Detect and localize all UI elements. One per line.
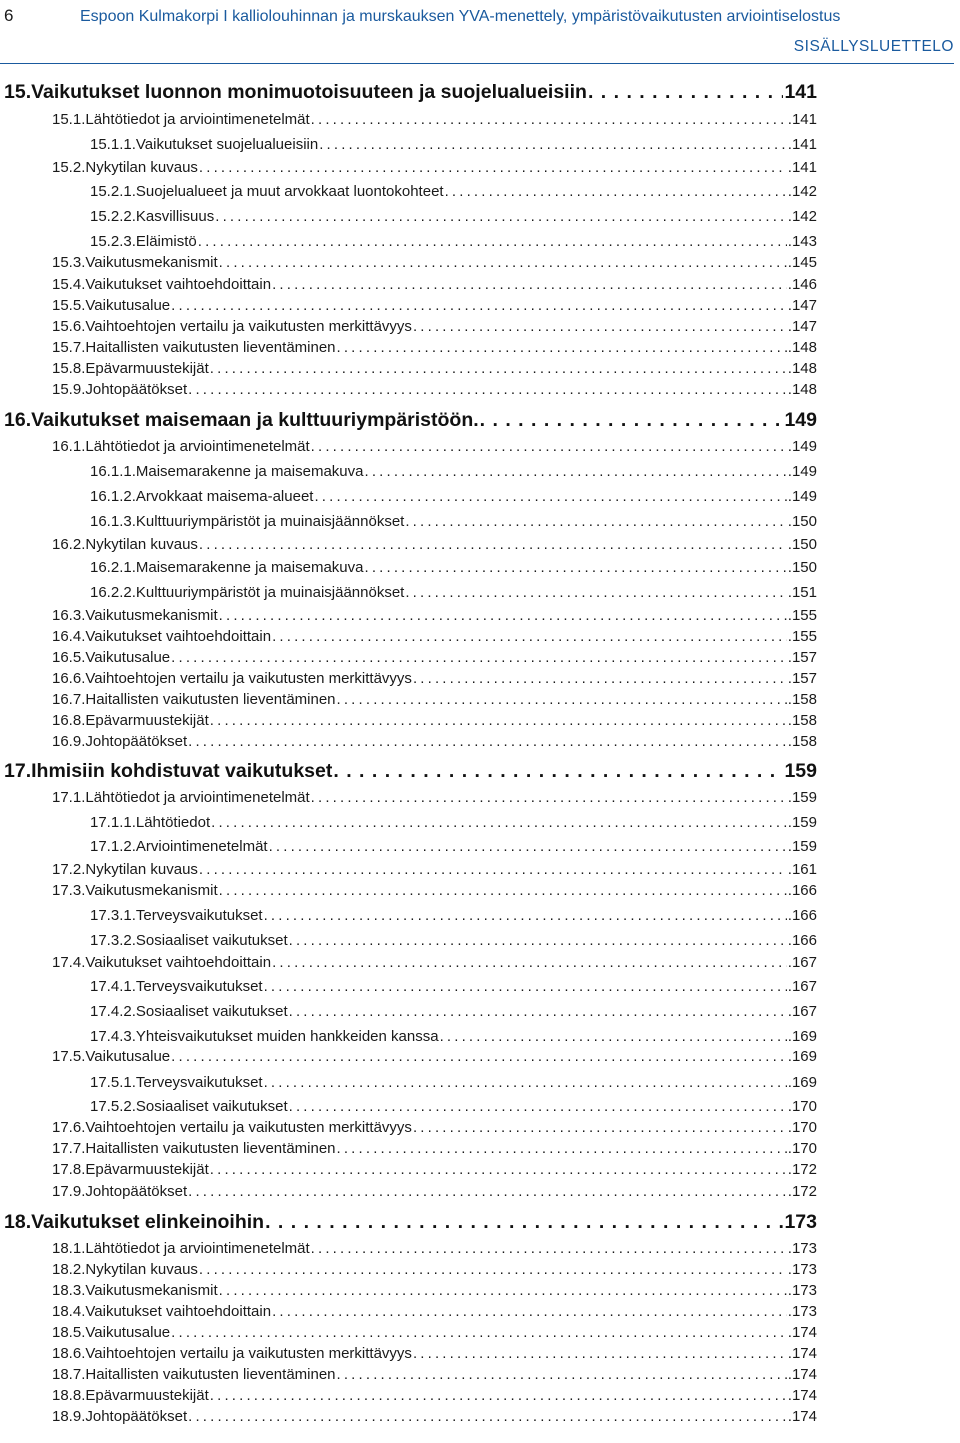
toc-entry-chapter[interactable] (4, 81, 817, 104)
toc-entry-subsection[interactable] (90, 838, 817, 855)
toc-entry-page: .174 (787, 1324, 817, 1341)
toc-entry-number: 18.8. (52, 1387, 86, 1404)
dot-leader (211, 814, 787, 831)
toc-entry-page: .148 (787, 339, 817, 356)
toc-entry-page: .167 (787, 954, 817, 971)
toc-entry-page: .142 (787, 183, 817, 200)
toc-entry-page: .147 (787, 297, 817, 314)
toc-entry-page: .158 (787, 691, 817, 708)
toc-entry-page: .173 (787, 1282, 817, 1299)
dot-leader (272, 954, 787, 971)
toc-entry-number: 15.1.1. (90, 136, 136, 153)
toc-entry-number: 16.7. (52, 691, 86, 708)
toc-entry-title: Epävarmuustekijät (85, 360, 209, 377)
toc-entry-page: 159 (784, 760, 817, 782)
toc-entry-subsection[interactable] (90, 513, 817, 530)
dot-leader (337, 691, 787, 708)
toc-entry-page: .151 (787, 584, 817, 601)
toc-entry-title: Lähtötiedot (135, 814, 211, 831)
toc-entry-page: .150 (787, 559, 817, 576)
toc-entry-section[interactable] (52, 861, 817, 878)
toc-entry-number: 17.2. (52, 861, 86, 878)
toc-entry-title: Lähtötiedot ja arviointimenetelmät (85, 111, 310, 128)
toc-entry-subsection[interactable] (90, 1098, 817, 1115)
toc-entry-page: .166 (787, 882, 817, 899)
toc-entry-subsection[interactable] (90, 233, 817, 250)
dot-leader (171, 1048, 787, 1065)
toc-entry-section[interactable] (52, 536, 817, 553)
toc-entry-page: .172 (787, 1183, 817, 1200)
toc-entry-page: .169 (787, 1048, 817, 1065)
toc-entry-page: .173 (787, 1261, 817, 1278)
toc-entry-number: 17.4. (52, 954, 86, 971)
toc-entry-number: 15.6. (52, 318, 86, 335)
toc-entry-number: 15.2.3. (90, 233, 136, 250)
toc-entry-title: Johtopäätökset (85, 1408, 188, 1425)
toc-entry-number: 18.4. (52, 1303, 86, 1320)
toc-entry-page: .173 (787, 1240, 817, 1257)
toc-entry-subsection[interactable] (90, 1074, 817, 1091)
toc-entry-number: 16.4. (52, 628, 86, 645)
toc-entry-title: Vaikutusalue (85, 1324, 171, 1341)
toc-entry-page: .141 (787, 111, 817, 128)
toc-entry-page: .149 (787, 463, 817, 480)
toc-entry-title: Vaikutukset vaihtoehdoittain (85, 1303, 272, 1320)
document-subtitle: ympäristövaikutusten arviointiselostus (567, 8, 841, 25)
toc-entry-page: .149 (787, 438, 817, 455)
toc-entry-section[interactable] (52, 381, 817, 398)
toc-entry-title: Sosiaaliset vaikutukset (135, 932, 288, 949)
toc-entry-number: 18.3. (52, 1282, 86, 1299)
toc-entry-title: Kulttuuriympäristöt ja muinaisjäännökset (135, 584, 405, 601)
toc-entry-page: .141 (787, 136, 817, 153)
toc-entry-number: 15. (4, 81, 32, 103)
toc-entry-title: Terveysvaikutukset (135, 907, 263, 924)
toc-entry-number: 18. (4, 1211, 32, 1233)
toc-entry-title: Nykytilan kuvaus (85, 1261, 198, 1278)
toc-entry-title: Haitallisten vaikutusten lieventäminen (85, 1366, 336, 1383)
toc-entry-title: Vaikutukset elinkeinoihin (31, 1211, 265, 1233)
toc-entry-section[interactable] (52, 1345, 817, 1362)
toc-entry-number: 16.1.1. (90, 463, 136, 480)
toc-entry-number: 17.5.2. (90, 1098, 136, 1115)
toc-entry-page: .159 (787, 789, 817, 806)
toc-entry-title: Vaikutukset luonnon monimuotoisuuteen ja suojelualueisiin (31, 81, 587, 103)
toc-entry-section[interactable] (52, 1140, 817, 1157)
dot-leader (199, 1261, 787, 1278)
toc-entry-subsection[interactable] (90, 559, 817, 576)
dot-leader (314, 488, 786, 505)
toc-entry-number: 18.2. (52, 1261, 86, 1278)
toc-entry-number: 17.1.1. (90, 814, 136, 831)
toc-entry-section[interactable] (52, 1119, 817, 1136)
toc-entry-page: .174 (787, 1366, 817, 1383)
toc-entry-title: Vaikutukset suojelualueisiin (135, 136, 319, 153)
toc-entry-number: 17.6. (52, 1119, 86, 1136)
toc-entry-title: Vaihtoehtojen vertailu ja vaikutusten merkittävyys (85, 1119, 412, 1136)
page-header (4, 4, 954, 55)
toc-entry-section[interactable] (52, 318, 817, 335)
toc-entry-page: .147 (787, 318, 817, 335)
dot-leader (272, 1303, 787, 1320)
dot-leader (337, 1366, 787, 1383)
dot-leader (445, 183, 787, 200)
toc-entry-section[interactable] (52, 1240, 817, 1257)
toc-entry-title: Ihmisiin kohdistuvat vaikutukset (31, 760, 333, 782)
toc-entry-number: 16.9. (52, 733, 86, 750)
dot-leader (289, 1098, 787, 1115)
page-number: 6 (4, 6, 14, 25)
toc-entry-number: 17.4.3. (90, 1028, 136, 1045)
toc-entry-page: .157 (787, 649, 817, 666)
toc-entry-title: Johtopäätökset (85, 733, 188, 750)
toc-entry-page: .155 (787, 607, 817, 624)
toc-entry-page: .169 (787, 1028, 817, 1045)
toc-entry-title: Vaihtoehtojen vertailu ja vaikutusten merkittävyys (85, 670, 412, 687)
toc-entry-title: Vaikutukset vaihtoehdoittain (85, 628, 272, 645)
toc-entry-section[interactable] (52, 1387, 817, 1404)
toc-entry-number: 15.5. (52, 297, 86, 314)
header-divider (0, 63, 954, 64)
toc-entry-section[interactable] (52, 159, 817, 176)
toc-entry-section[interactable] (52, 1282, 817, 1299)
toc-entry-number: 15.4. (52, 276, 86, 293)
toc-entry-section[interactable] (52, 1261, 817, 1278)
toc-entry-number: 15.2.2. (90, 208, 136, 225)
toc-entry-title: Sosiaaliset vaikutukset (135, 1098, 288, 1115)
toc-entry-number: 15.9. (52, 381, 86, 398)
dot-leader (413, 1345, 787, 1362)
toc-entry-title: Terveysvaikutukset (135, 1074, 263, 1091)
toc-entry-page: .170 (787, 1140, 817, 1157)
toc-entry-title: Vaikutukset vaihtoehdoittain (85, 954, 272, 971)
toc-entry-number: 16.1.2. (90, 488, 136, 505)
toc-entry-subsection[interactable] (90, 1028, 817, 1045)
toc-entry-subsection[interactable] (90, 183, 817, 200)
toc-entry-page: .142 (787, 208, 817, 225)
toc-entry-subsection[interactable] (90, 463, 817, 480)
toc-entry-page: .166 (787, 907, 817, 924)
dot-leader (188, 733, 787, 750)
toc-entry-section[interactable] (52, 1324, 817, 1341)
toc-entry-title: Vaihtoehtojen vertailu ja vaikutusten merkittävyys (85, 318, 412, 335)
toc-entry-title: Vaihtoehtojen vertailu ja vaikutusten merkittävyys (85, 1345, 412, 1362)
dot-leader (405, 584, 786, 601)
toc-entry-number: 16. (4, 409, 32, 431)
toc-entry-page: .172 (787, 1161, 817, 1178)
toc-entry-page: .169 (787, 1074, 817, 1091)
toc-entry-section[interactable] (52, 111, 817, 128)
toc-entry-number: 17.1. (52, 789, 86, 806)
dot-leader (219, 1282, 787, 1299)
toc-entry-title: Johtopäätökset (85, 381, 188, 398)
toc-entry-page: .174 (787, 1387, 817, 1404)
toc-entry-title: Maisemarakenne ja maisemakuva (135, 463, 364, 480)
toc-entry-section[interactable] (52, 882, 817, 899)
dot-leader (588, 81, 784, 104)
toc-entry-title: Vaikutusalue (85, 649, 171, 666)
toc-entry-page: .159 (787, 838, 817, 855)
document-title: Espoon Kulmakorpi I kalliolouhinnan ja murskauksen YVA-menettely, (80, 8, 568, 25)
toc-entry-page: .157 (787, 670, 817, 687)
toc-entry-number: 17.1.2. (90, 838, 136, 855)
toc-entry-title: Maisemarakenne ja maisemakuva (135, 559, 364, 576)
dot-leader (337, 1140, 787, 1157)
toc-entry-section[interactable] (52, 712, 817, 729)
toc-entry-title: Eläimistö (135, 233, 197, 250)
toc-entry-title: Arviointimenetelmät (135, 838, 268, 855)
dot-leader (219, 607, 787, 624)
toc-entry-number: 16.1. (52, 438, 86, 455)
dot-leader (413, 318, 787, 335)
dot-leader (210, 1161, 787, 1178)
toc-entry-section[interactable] (52, 254, 817, 271)
toc-entry-title: Nykytilan kuvaus (85, 536, 198, 553)
toc-entry-section[interactable] (52, 360, 817, 377)
toc-entry-number: 17.3.1. (90, 907, 136, 924)
toc-entry-number: 16.5. (52, 649, 86, 666)
toc-entry-section[interactable] (52, 1183, 817, 1200)
toc-entry-section[interactable] (52, 954, 817, 971)
toc-entry-chapter[interactable] (4, 760, 817, 783)
toc-entry-page: 173 (784, 1211, 817, 1233)
toc-entry-number: 15.3. (52, 254, 86, 271)
toc-entry-title: Lähtötiedot ja arviointimenetelmät (85, 438, 310, 455)
toc-entry-page: .148 (787, 360, 817, 377)
toc-entry-page: .161 (787, 861, 817, 878)
toc-entry-title: Vaikutusalue (85, 297, 171, 314)
toc-entry-section[interactable] (52, 1161, 817, 1178)
toc-entry-number: 16.3. (52, 607, 86, 624)
toc-entry-section[interactable] (52, 1303, 817, 1320)
toc-entry-section[interactable] (52, 733, 817, 750)
dot-leader (210, 1387, 787, 1404)
toc-entry-number: 15.7. (52, 339, 86, 356)
toc-entry-subsection[interactable] (90, 907, 817, 924)
toc-entry-number: 17.9. (52, 1183, 86, 1200)
toc-entry-page: .173 (787, 1303, 817, 1320)
dot-leader (188, 381, 787, 398)
toc-entry-section[interactable] (52, 607, 817, 624)
toc-entry-chapter[interactable] (4, 1211, 817, 1234)
toc-entry-page: .141 (787, 159, 817, 176)
toc-entry-section[interactable] (52, 297, 817, 314)
toc-entry-title: Yhteisvaikutukset muiden hankkeiden kanssa (135, 1028, 439, 1045)
dot-leader (199, 536, 787, 553)
toc-entry-number: 16.2.1. (90, 559, 136, 576)
toc-entry-number: 17.4.2. (90, 1003, 136, 1020)
toc-entry-title: Sosiaaliset vaikutukset (135, 1003, 288, 1020)
toc-entry-number: 17.5.1. (90, 1074, 136, 1091)
toc-entry-page: .170 (787, 1119, 817, 1136)
dot-leader (311, 111, 787, 128)
toc-entry-subsection[interactable] (90, 488, 817, 505)
toc-entry-title: Lähtötiedot ja arviointimenetelmät (85, 1240, 310, 1257)
dot-leader (210, 712, 787, 729)
toc-entry-title: Nykytilan kuvaus (85, 861, 198, 878)
toc-entry-subsection[interactable] (90, 208, 817, 225)
toc-entry-number: 15.1. (52, 111, 86, 128)
toc-entry-section[interactable] (52, 649, 817, 666)
dot-leader (171, 1324, 787, 1341)
toc-entry-section[interactable] (52, 1408, 817, 1425)
toc-entry-number: 18.1. (52, 1240, 86, 1257)
toc-entry-number: 17.4.1. (90, 978, 136, 995)
toc-entry-section[interactable] (52, 789, 817, 806)
toc-entry-title: Haitallisten vaikutusten lieventäminen (85, 1140, 336, 1157)
toc-entry-section[interactable] (52, 628, 817, 645)
toc-entry-section[interactable] (52, 1366, 817, 1383)
toc-entry-page: .149 (787, 488, 817, 505)
dot-leader (171, 297, 787, 314)
toc-entry-title: Arvokkaat maisema-alueet (135, 488, 314, 505)
toc-entry-chapter[interactable] (4, 409, 817, 432)
toc-entry-title: Nykytilan kuvaus (85, 159, 198, 176)
toc-entry-page: .167 (787, 978, 817, 995)
toc-entry-page: .148 (787, 381, 817, 398)
toc-entry-number: 18.7. (52, 1366, 86, 1383)
dot-leader (405, 513, 786, 530)
toc-entry-section[interactable] (52, 691, 817, 708)
dot-leader (264, 1074, 787, 1091)
toc-entry-number: 16.2.2. (90, 584, 136, 601)
dot-leader (198, 233, 787, 250)
toc-entry-page: .145 (787, 254, 817, 271)
toc-entry-title: Epävarmuustekijät (85, 1387, 209, 1404)
toc-entry-page: 149 (784, 409, 817, 431)
toc-entry-section[interactable] (52, 276, 817, 293)
section-label: SISÄLLYSLUETTELO (793, 38, 954, 55)
toc-entry-number: 16.6. (52, 670, 86, 687)
toc-entry-title: Vaikutukset vaihtoehdoittain (85, 276, 272, 293)
dot-leader (272, 276, 787, 293)
dot-leader (219, 882, 787, 899)
toc-entry-number: 15.8. (52, 360, 86, 377)
toc-entry-page: .143 (787, 233, 817, 250)
toc-entry-subsection[interactable] (90, 932, 817, 949)
dot-leader (265, 1211, 783, 1234)
dot-leader (171, 649, 787, 666)
toc-entry-title: Suojelualueet ja muut arvokkaat luontokohteet (135, 183, 444, 200)
toc-entry-title: Vaikutusalue (85, 1048, 171, 1065)
toc-entry-title: Epävarmuustekijät (85, 712, 209, 729)
toc-entry-title: Johtopäätökset (85, 1183, 188, 1200)
toc-entry-page: .155 (787, 628, 817, 645)
toc-entry-title: Terveysvaikutukset (135, 978, 263, 995)
dot-leader (199, 861, 787, 878)
running-title (80, 8, 840, 26)
dot-leader (188, 1183, 787, 1200)
toc-entry-number: 17.3.2. (90, 932, 136, 949)
dot-leader (413, 670, 787, 687)
toc-entry-page: .170 (787, 1098, 817, 1115)
toc-entry-title: Haitallisten vaikutusten lieventäminen (85, 339, 336, 356)
toc-entry-title: Vaikutukset maisemaan ja kulttuuriympäristöön. (31, 409, 479, 431)
toc-entry-subsection[interactable] (90, 814, 817, 831)
toc-entry-number: 15.2.1. (90, 183, 136, 200)
toc-entry-number: 16.1.3. (90, 513, 136, 530)
dot-leader (319, 136, 787, 153)
dot-leader (413, 1119, 787, 1136)
dot-leader (289, 932, 787, 949)
dot-leader (364, 559, 786, 576)
toc-entry-page: .146 (787, 276, 817, 293)
dot-leader (264, 978, 787, 995)
toc-entry-section[interactable] (52, 438, 817, 455)
toc-entry-title: Epävarmuustekijät (85, 1161, 209, 1178)
toc-entry-subsection[interactable] (90, 1003, 817, 1020)
dot-leader (272, 628, 787, 645)
toc-entry-page: .158 (787, 712, 817, 729)
dot-leader (219, 254, 787, 271)
toc-entry-title: Vaikutusmekanismit (85, 882, 218, 899)
toc-entry-number: 17.5. (52, 1048, 86, 1065)
dot-leader (210, 360, 787, 377)
toc-entry-title: Vaikutusmekanismit (85, 1282, 218, 1299)
dot-leader (264, 907, 787, 924)
dot-leader (333, 760, 783, 783)
dot-leader (269, 838, 787, 855)
toc-entry-number: 16.8. (52, 712, 86, 729)
toc-entry-subsection[interactable] (90, 584, 817, 601)
toc-entry-page: .166 (787, 932, 817, 949)
toc-entry-number: 17. (4, 760, 32, 782)
toc-entry-page: .150 (787, 536, 817, 553)
toc-entry-page: .174 (787, 1408, 817, 1425)
toc-entry-title: Lähtötiedot ja arviointimenetelmät (85, 789, 310, 806)
toc-entry-number: 18.5. (52, 1324, 86, 1341)
toc-entry-number: 17.3. (52, 882, 86, 899)
dot-leader (289, 1003, 787, 1020)
toc-entry-page: .158 (787, 733, 817, 750)
toc-entry-number: 18.9. (52, 1408, 86, 1425)
dot-leader (215, 208, 787, 225)
toc-entry-title: Vaikutusmekanismit (85, 607, 218, 624)
dot-leader (440, 1028, 787, 1045)
toc-entry-page: .167 (787, 1003, 817, 1020)
dot-leader (188, 1408, 787, 1425)
toc-entry-section[interactable] (52, 1048, 817, 1065)
toc-entry-page: .150 (787, 513, 817, 530)
dot-leader (364, 463, 786, 480)
toc-entry-title: Haitallisten vaikutusten lieventäminen (85, 691, 336, 708)
toc-entry-title: Kasvillisuus (135, 208, 215, 225)
toc-entry-title: Kulttuuriympäristöt ja muinaisjäännökset (135, 513, 405, 530)
dot-leader (480, 409, 784, 432)
toc-entry-number: 17.7. (52, 1140, 86, 1157)
toc-entry-section[interactable] (52, 339, 817, 356)
toc-entry-page: .174 (787, 1345, 817, 1362)
toc-entry-number: 16.2. (52, 536, 86, 553)
dot-leader (311, 438, 787, 455)
toc-entry-page: 141 (784, 81, 817, 103)
dot-leader (337, 339, 787, 356)
toc-entry-number: 15.2. (52, 159, 86, 176)
dot-leader (311, 789, 787, 806)
toc-entry-subsection[interactable] (90, 136, 817, 153)
dot-leader (311, 1240, 787, 1257)
toc-entry-page: .159 (787, 814, 817, 831)
toc-entry-title: Vaikutusmekanismit (85, 254, 218, 271)
dot-leader (199, 159, 787, 176)
toc-entry-subsection[interactable] (90, 978, 817, 995)
toc-entry-number: 18.6. (52, 1345, 86, 1362)
toc-entry-section[interactable] (52, 670, 817, 687)
toc-entry-number: 17.8. (52, 1161, 86, 1178)
